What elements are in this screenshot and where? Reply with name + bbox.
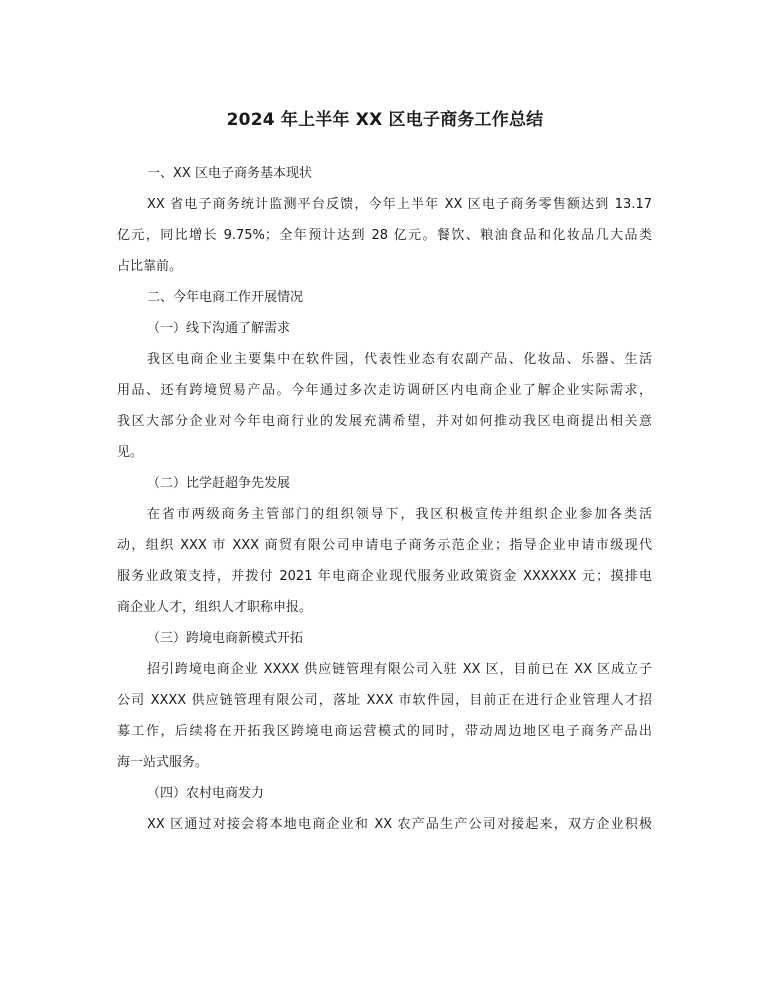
paragraph-line: 我区大部分企业对今年电商行业的发展充满希望，并对如何推动我区电商提出相关意 — [117, 414, 652, 429]
paragraph-line: 服务业政策支持，并拨付 2021 年电商企业现代服务业政策资金 XXXXXX 元；摸排电 — [117, 569, 652, 584]
document-body — [117, 158, 652, 840]
paragraph-line: 募工作，后续将在开拓我区跨境电商运营模式的同时，带动周边地区电子商务产品出 — [117, 724, 652, 739]
paragraph-line: 动，组织 XXX 市 XXX 商贸有限公司申请电子商务示范企业；指导企业申请市级现代 — [117, 538, 652, 553]
paragraph-line: 在省市两级商务主管部门的组织领导下，我区积极宣传并组织企业参加各类活 — [147, 507, 652, 522]
section-heading: 一、XX 区电子商务基本现状 — [147, 166, 312, 181]
paragraph-line: 公司 XXXX 供应链管理有限公司，落址 XXX 市软件园，目前正在进行企业管理人才招 — [117, 693, 652, 708]
paragraph-line: 亿元，同比增长 9.75%；全年预计达到 28 亿元。餐饮、粮油食品和化妆品几大品类 — [117, 228, 652, 243]
subsection-heading: （二）比学赶超争先发展 — [147, 476, 291, 491]
paragraph-line: 占比靠前。 — [117, 259, 183, 274]
subsection-heading: （一）线下沟通了解需求 — [147, 321, 291, 336]
paragraph-line: 我区电商企业主要集中在软件园，代表性业态有农副产品、化妆品、乐器、生活 — [147, 352, 652, 367]
paragraph-line: XX 省电子商务统计监测平台反馈，今年上半年 XX 区电子商务零售额达到 13.17 — [147, 197, 652, 212]
paragraph-line: 商企业人才，组织人才职称申报。 — [117, 600, 313, 615]
paragraph-line: 招引跨境电商企业 XXXX 供应链管理有限公司入驻 XX 区，目前已在 XX 区成立子 — [147, 662, 652, 677]
paragraph-line: 见。 — [117, 445, 144, 460]
document-title: 2024 年上半年 XX 区电子商务工作总结 — [226, 110, 544, 130]
section-heading: 二、今年电商工作开展情况 — [147, 290, 304, 305]
paragraph-line: 海一站式服务。 — [117, 755, 209, 770]
subsection-heading: （三）跨境电商新模式开拓 — [147, 631, 304, 646]
subsection-heading: （四）农村电商发力 — [147, 786, 265, 801]
paragraph-line: XX 区通过对接会将本地电商企业和 XX 农产品生产公司对接起来，双方企业积极 — [147, 817, 652, 832]
paragraph-line: 用品、还有跨境贸易产品。今年通过多次走访调研区内电商企业了解企业实际需求， — [117, 383, 652, 398]
